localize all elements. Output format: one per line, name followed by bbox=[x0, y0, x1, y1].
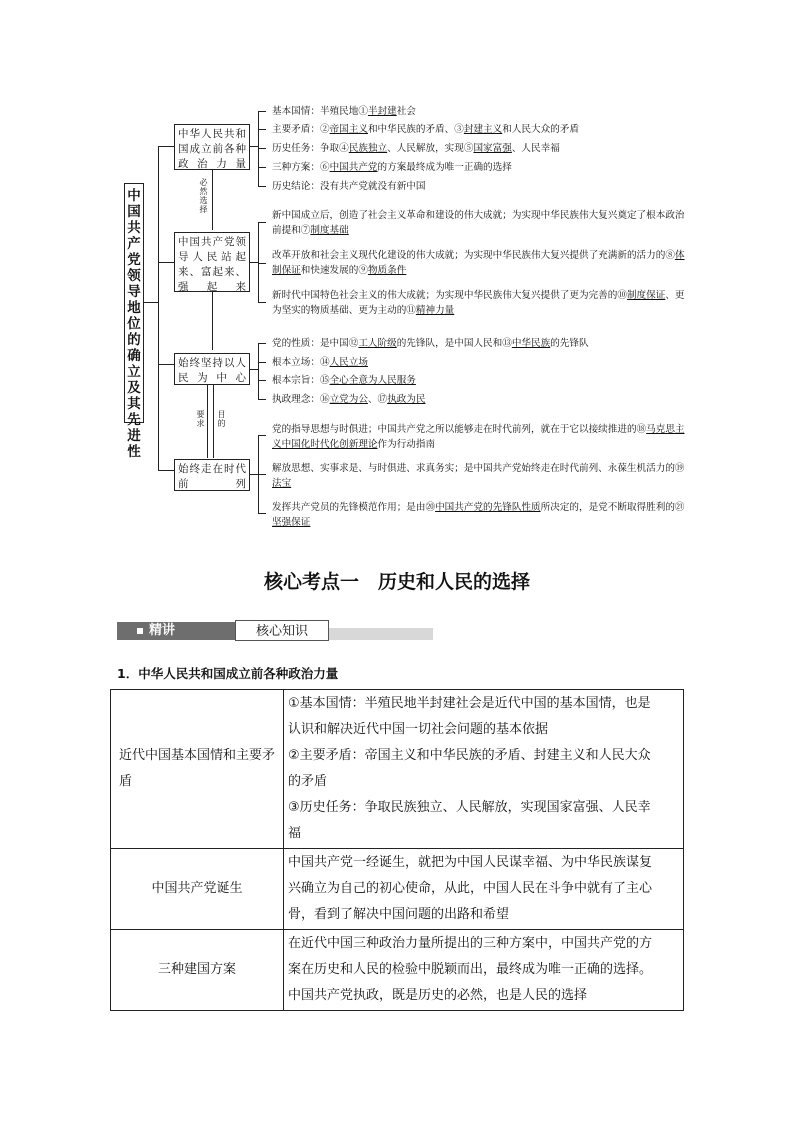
table-cell-left: 三种建国方案 bbox=[111, 930, 284, 1011]
arrow-label: 目的 bbox=[217, 410, 226, 428]
table-cell-right bbox=[284, 930, 684, 1011]
connector-line bbox=[158, 146, 159, 470]
square-icon bbox=[137, 628, 143, 634]
connector-line bbox=[258, 302, 266, 303]
mindmap-item: 历史任务：争取④民族独立、人民解放，实现⑤国家富强、人民幸福 bbox=[272, 143, 560, 154]
arrow-line bbox=[207, 385, 208, 458]
mindmap-item: 主要矛盾：②帝国主义和中华民族的矛盾、③封建主义和人民大众的矛盾 bbox=[272, 124, 579, 135]
table-line: 中国共产党执政，既是历史的必然，也是人民的选择 bbox=[288, 988, 588, 1003]
connector-line bbox=[258, 435, 266, 436]
connector-line bbox=[258, 222, 259, 302]
connector-line bbox=[258, 186, 266, 187]
connector-line bbox=[258, 362, 266, 363]
table-row bbox=[111, 930, 684, 1011]
connector-line bbox=[258, 474, 266, 475]
mindmap-item: 党的性质：是中国⑫工人阶级的先锋队，是中国人民和⑬中华民族的先锋队 bbox=[272, 338, 589, 349]
connector-line bbox=[250, 474, 258, 475]
connector-line bbox=[258, 380, 266, 381]
connector-line bbox=[258, 343, 259, 399]
connector-line bbox=[158, 364, 174, 365]
connector-line bbox=[258, 513, 266, 514]
table-line: 在近代中国三种政治力量所提出的三种方案中，中国共产党的方 bbox=[288, 936, 653, 951]
banner-label: 精讲 bbox=[149, 623, 176, 638]
arrow-label: 必然选择 bbox=[199, 178, 208, 214]
connector-line bbox=[250, 369, 258, 370]
mindmap-item: 新时代中国特色社会主义的伟大成就；为实现中华民族伟大复兴提供了更为完善的⑩制度保证、更为坚实的物质基础、更为主动的⑪精神力量 bbox=[272, 290, 685, 316]
banner-tab: 核心知识 bbox=[235, 620, 329, 641]
banner-bar bbox=[117, 622, 237, 640]
connector-line bbox=[158, 146, 174, 147]
mindmap-item: 改革开放和社会主义现代化建设的伟大成就；为实现中华民族伟大复兴提供了充满新的活力的⑧体制保证和快速发展的⑨物质条件 bbox=[272, 250, 685, 276]
table-line: ③历史任务：争取民族独立、人民解放，实现国家富强、人民幸 bbox=[288, 800, 651, 815]
table-line: 福 bbox=[288, 826, 302, 841]
table-line: 中国共产党一经诞生，就把为中国人民谋幸福、为中华民族谋复 bbox=[288, 855, 653, 870]
mindmap-item: 执政理念：⑯立党为公、⑰执政为民 bbox=[272, 394, 426, 405]
table-line: 案在历史和人民的检验中脱颖而出，最终成为唯一正确的选择。 bbox=[288, 962, 653, 977]
arrow-label: 要求 bbox=[196, 410, 205, 428]
table-row bbox=[111, 849, 684, 930]
connector-line bbox=[258, 399, 266, 400]
table-cell-right bbox=[284, 690, 684, 849]
mindmap-item: 解放思想、实事求是、与时俱进、求真务实；是中国共产党始终走在时代前列、永葆生机活力的⑲法宝 bbox=[272, 463, 685, 489]
branch-box: 中国共产党领导人民站起来、富起来、强起来 bbox=[174, 232, 250, 292]
mindmap-item: 基本国情：半殖民地①半封建社会 bbox=[272, 106, 416, 117]
arrow-line bbox=[212, 170, 213, 230]
table-row bbox=[111, 690, 684, 849]
mindmap-item: 根本宗旨：⑮全心全意为人民服务 bbox=[272, 375, 416, 386]
table-line: ①基本国情：半殖民地半封建社会是近代中国的基本国情，也是 bbox=[288, 696, 651, 711]
connector-line bbox=[158, 262, 174, 263]
subheading: 1．中华人民共和国成立前各种政治力量 bbox=[117, 666, 339, 681]
connector-line bbox=[258, 263, 266, 264]
table-line: 骨，看到了解决中国问题的出路和希望 bbox=[288, 907, 510, 922]
table-line: 的矛盾 bbox=[288, 774, 328, 789]
table-cell-left: 近代中国基本国情和主要矛盾 bbox=[111, 690, 284, 849]
connector-line bbox=[258, 129, 266, 130]
branch-box: 中华人民共和国成立前各种政治力量 bbox=[174, 124, 250, 170]
mindmap-item: 三种方案：⑥中国共产党的方案最终成为唯一正确的选择 bbox=[272, 162, 512, 173]
connector-line bbox=[158, 470, 174, 471]
table-cell-left: 中国共产党诞生 bbox=[111, 849, 284, 930]
connector-line bbox=[258, 343, 266, 344]
section-banner bbox=[117, 620, 433, 644]
table-line: 兴确立为自己的初心使命，从此，中国人民在斗争中就有了主心 bbox=[288, 881, 653, 896]
mindmap-item: 党的指导思想与时俱进；中国共产党之所以能够走在时代前列，就在于它以接续推进的⑱马克思主义中国化时代化创新理论作为行动指南 bbox=[272, 424, 685, 450]
branch-box: 始终坚持以人民为中心 bbox=[174, 353, 250, 385]
branch-box: 始终走在时代前列 bbox=[174, 459, 250, 491]
mindmap-item: 历史结论：没有共产党就没有新中国 bbox=[272, 181, 426, 192]
connector-line bbox=[258, 148, 266, 149]
connector-line bbox=[258, 111, 266, 112]
section-title: 核心考点一 历史和人民的选择 bbox=[263, 571, 530, 593]
table-line: ②主要矛盾：帝国主义和中华民族的矛盾、封建主义和人民大众 bbox=[288, 748, 651, 763]
connector-line bbox=[144, 302, 158, 303]
mindmap-item: 发挥共产党员的先锋模范作用；是由⑳中国共产党的先锋队性质所决定的，是党不断取得胜利的㉑坚强保证 bbox=[272, 502, 685, 528]
connector-line bbox=[250, 146, 258, 147]
mindmap-root: 中国共产党领导地位的确立及其先进性 bbox=[124, 183, 144, 423]
table-cell-right bbox=[284, 849, 684, 930]
knowledge-table bbox=[110, 689, 684, 1011]
mindmap-item: 根本立场：⑭人民立场 bbox=[272, 357, 368, 368]
table-line: 认识和解决近代中国一切社会问题的基本依据 bbox=[288, 722, 549, 737]
mindmap-item: 新中国成立后，创造了社会主义革命和建设的伟大成就；为实现中华民族伟大复兴奠定了根本政治前提和⑦制度基础 bbox=[272, 210, 685, 236]
connector-line bbox=[258, 167, 266, 168]
arrow-line bbox=[212, 292, 213, 350]
connector-line bbox=[258, 222, 266, 223]
arrow-line bbox=[213, 385, 214, 458]
connector-line bbox=[250, 262, 258, 263]
